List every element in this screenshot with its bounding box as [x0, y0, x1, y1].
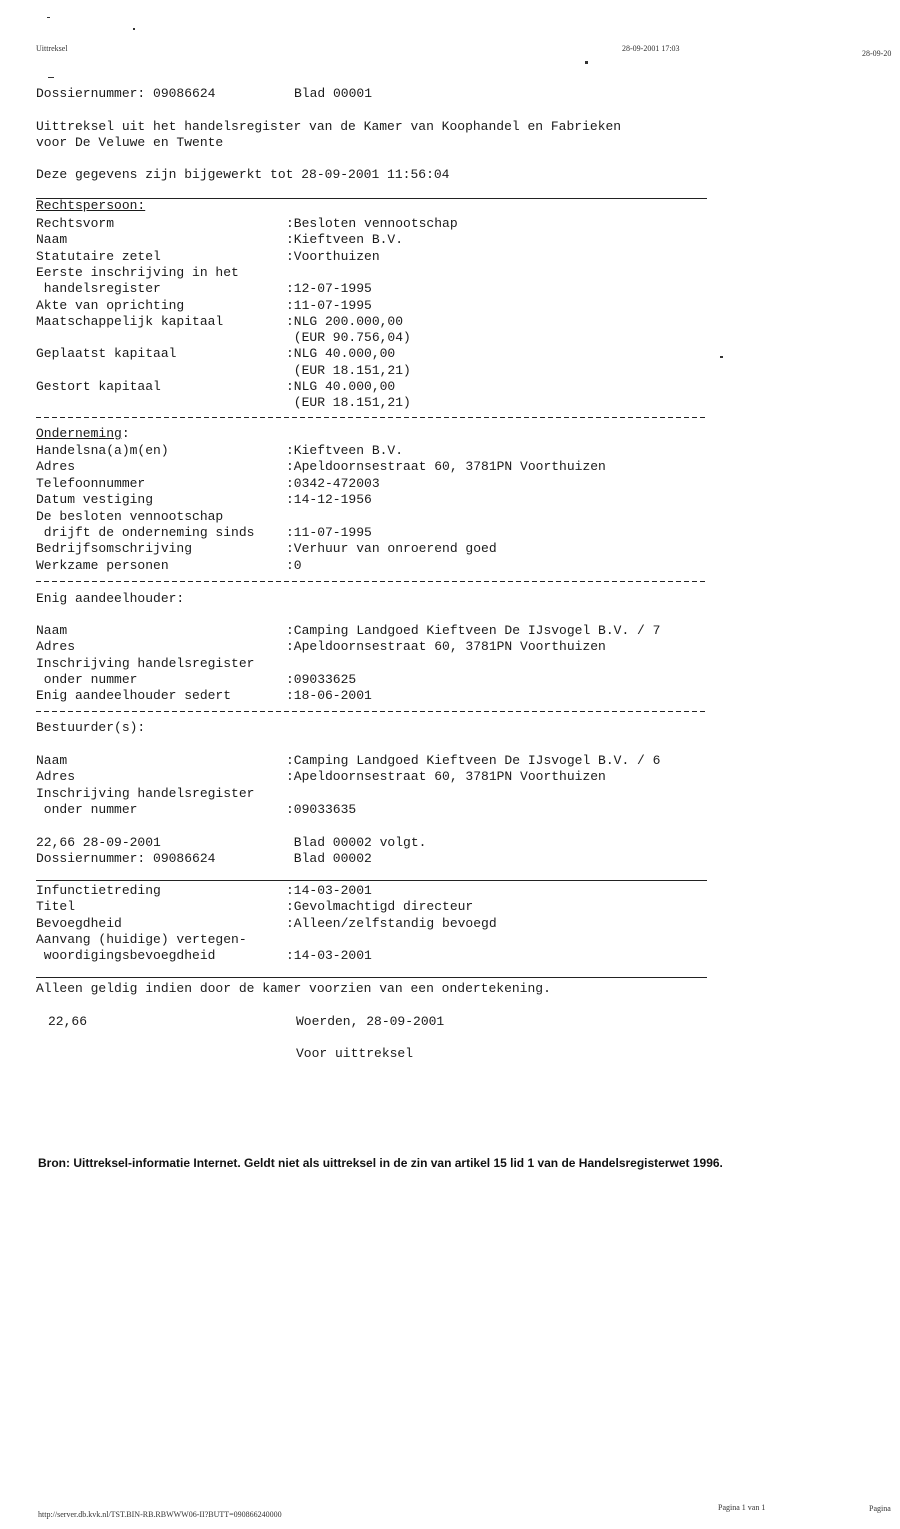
field-value: :Kieftveen B.V. — [286, 443, 404, 458]
field-label: Infunctietreding — [36, 883, 161, 898]
field-value: :0342-472003 — [286, 475, 380, 491]
field-label: Enig aandeelhouder sedert — [36, 688, 232, 704]
scan-speck — [133, 28, 135, 30]
intro-line-2: voor De Veluwe en Twente — [36, 135, 224, 150]
field-label: Statutaire zetel — [36, 248, 161, 264]
field-value: :14-03-2001 — [286, 883, 372, 898]
source-note: Bron: Uittreksel-informatie Internet. Geldt niet als uittreksel in de zin van artikel 15 lid 1 van de Handelsregisterwet 1996. — [38, 1156, 723, 1170]
field-label: Inschrijving handelsregister — [36, 655, 255, 671]
field-value: :09033635 — [286, 801, 357, 817]
field-value: :14-03-2001 — [286, 948, 372, 964]
dashed-divider — [36, 581, 707, 582]
field-label: Titel — [36, 899, 76, 915]
divider — [36, 880, 707, 881]
dossier-number: Dossiernummer: 09086624 — [36, 86, 216, 101]
field-value: :NLG 200.000,00 — [286, 313, 404, 329]
field-value: (EUR 18.151,21) — [286, 362, 411, 378]
scan-speck — [47, 17, 50, 18]
field-label: Akte van oprichting — [36, 297, 185, 313]
field-label: Naam — [36, 232, 68, 248]
field-value: :Alleen/zelfstandig bevoegd — [286, 915, 497, 931]
field-label: Adres — [36, 769, 76, 785]
dashed-divider — [36, 417, 707, 418]
field-value: :Gevolmachtigd directeur — [286, 899, 474, 915]
section-heading-aandeelhouder: Enig aandeelhouder: — [36, 591, 185, 606]
footer-page-number: Pagina 1 van 1 — [718, 1503, 766, 1512]
field-value: (EUR 90.756,04) — [286, 330, 411, 346]
scan-speck — [48, 77, 54, 78]
closing-place-date: Woerden, 28-09-2001 — [296, 1014, 445, 1029]
field-value: :12-07-1995 — [286, 281, 372, 297]
field-label: Maatschappelijk kapitaal — [36, 313, 224, 329]
field-value: :Camping Landgoed Kieftveen De IJsvogel B.V. / 7 — [286, 623, 661, 638]
field-value: Blad 00002 — [286, 851, 372, 867]
field-value: :NLG 40.000,00 — [286, 379, 396, 394]
field-label: Geplaatst kapitaal — [36, 346, 177, 362]
field-value: :0 — [286, 557, 302, 573]
field-label: Telefoonnummer — [36, 475, 146, 491]
field-label: Gestort kapitaal — [36, 379, 161, 394]
field-label: Bevoegdheid — [36, 915, 122, 931]
field-label: Adres — [36, 639, 76, 655]
field-value: :11-07-1995 — [286, 297, 372, 313]
field-value: :Apeldoornsestraat 60, 3781PN Voorthuizen — [286, 769, 606, 785]
field-label: onder nummer — [36, 801, 138, 817]
field-label: Dossiernummer: 09086624 — [36, 851, 216, 867]
field-label: Aanvang (huidige) vertegen- — [36, 931, 247, 947]
section-heading-onderneming — [36, 426, 130, 442]
update-line: Deze gegevens zijn bijgewerkt tot 28-09-2001 11:56:04 — [36, 167, 450, 182]
field-label: Rechtsvorm — [36, 216, 115, 231]
scan-speck — [585, 61, 588, 64]
divider — [36, 977, 707, 978]
intro-line-1: Uittreksel uit het handelsregister van de Kamer van Koophandel en Fabrieken — [36, 119, 622, 134]
section-heading-bestuurders: Bestuurder(s): — [36, 720, 146, 735]
closing-code: 22,66 — [48, 1014, 88, 1029]
onderneming-heading-text: Onderneming — [36, 426, 122, 441]
field-value: :Voorthuizen — [286, 248, 380, 264]
field-value: Blad 00002 volgt. — [286, 835, 427, 850]
field-label: drijft de onderneming sinds — [36, 525, 255, 540]
footer-url: http://server.db.kvk.nl/TST.BIN-RB.RBWWW06-II?BUTT=090866240000 — [38, 1510, 282, 1519]
field-label: woordigingsbevoegdheid — [36, 948, 216, 964]
field-label: Eerste inschrijving in het — [36, 264, 239, 280]
scan-speck — [720, 356, 723, 358]
field-value: :09033625 — [286, 671, 357, 687]
field-label: Naam — [36, 753, 68, 768]
print-header-datetime: 28-09-2001 17:03 — [622, 44, 680, 53]
field-value: :11-07-1995 — [286, 525, 372, 540]
closing-signoff: Voor uittreksel — [296, 1046, 414, 1061]
field-label: Handelsna(a)m(en) — [36, 443, 169, 458]
dashed-divider — [36, 711, 707, 712]
blad-number: Blad 00001 — [294, 86, 373, 101]
field-value: :14-12-1956 — [286, 492, 372, 508]
field-value: :Apeldoornsestraat 60, 3781PN Voorthuizen — [286, 459, 606, 475]
field-value: :Camping Landgoed Kieftveen De IJsvogel B.V. / 6 — [286, 753, 661, 768]
field-label: onder nummer — [36, 671, 138, 687]
field-label: Inschrijving handelsregister — [36, 785, 255, 801]
field-value: :Besloten vennootschap — [286, 216, 458, 231]
field-label: Werkzame personen — [36, 557, 169, 573]
field-value: :NLG 40.000,00 — [286, 346, 396, 362]
print-header-date-right: 28-09-20 — [862, 49, 892, 58]
field-value: :18-06-2001 — [286, 688, 372, 704]
validity-note: Alleen geldig indien door de kamer voorzien van een ondertekening. — [36, 981, 551, 996]
onderneming-heading-colon: : — [121, 426, 130, 441]
field-value: (EUR 18.151,21) — [286, 395, 411, 411]
field-value: :Apeldoornsestraat 60, 3781PN Voorthuizen — [286, 639, 606, 655]
print-header-title: Uittreksel — [36, 44, 68, 53]
field-label: 22,66 28-09-2001 — [36, 835, 161, 850]
field-label: Naam — [36, 623, 68, 638]
field-label: Bedrijfsomschrijving — [36, 541, 193, 557]
field-label: Datum vestiging — [36, 492, 154, 508]
footer-page-right: Pagina — [869, 1504, 891, 1513]
field-label: De besloten vennootschap — [36, 508, 224, 524]
field-value: :Verhuur van onroerend goed — [286, 541, 497, 557]
field-label: handelsregister — [36, 281, 161, 297]
section-heading-rechtspersoon: Rechtspersoon: — [36, 198, 146, 213]
field-label: Adres — [36, 459, 76, 475]
field-value: :Kieftveen B.V. — [286, 232, 404, 248]
